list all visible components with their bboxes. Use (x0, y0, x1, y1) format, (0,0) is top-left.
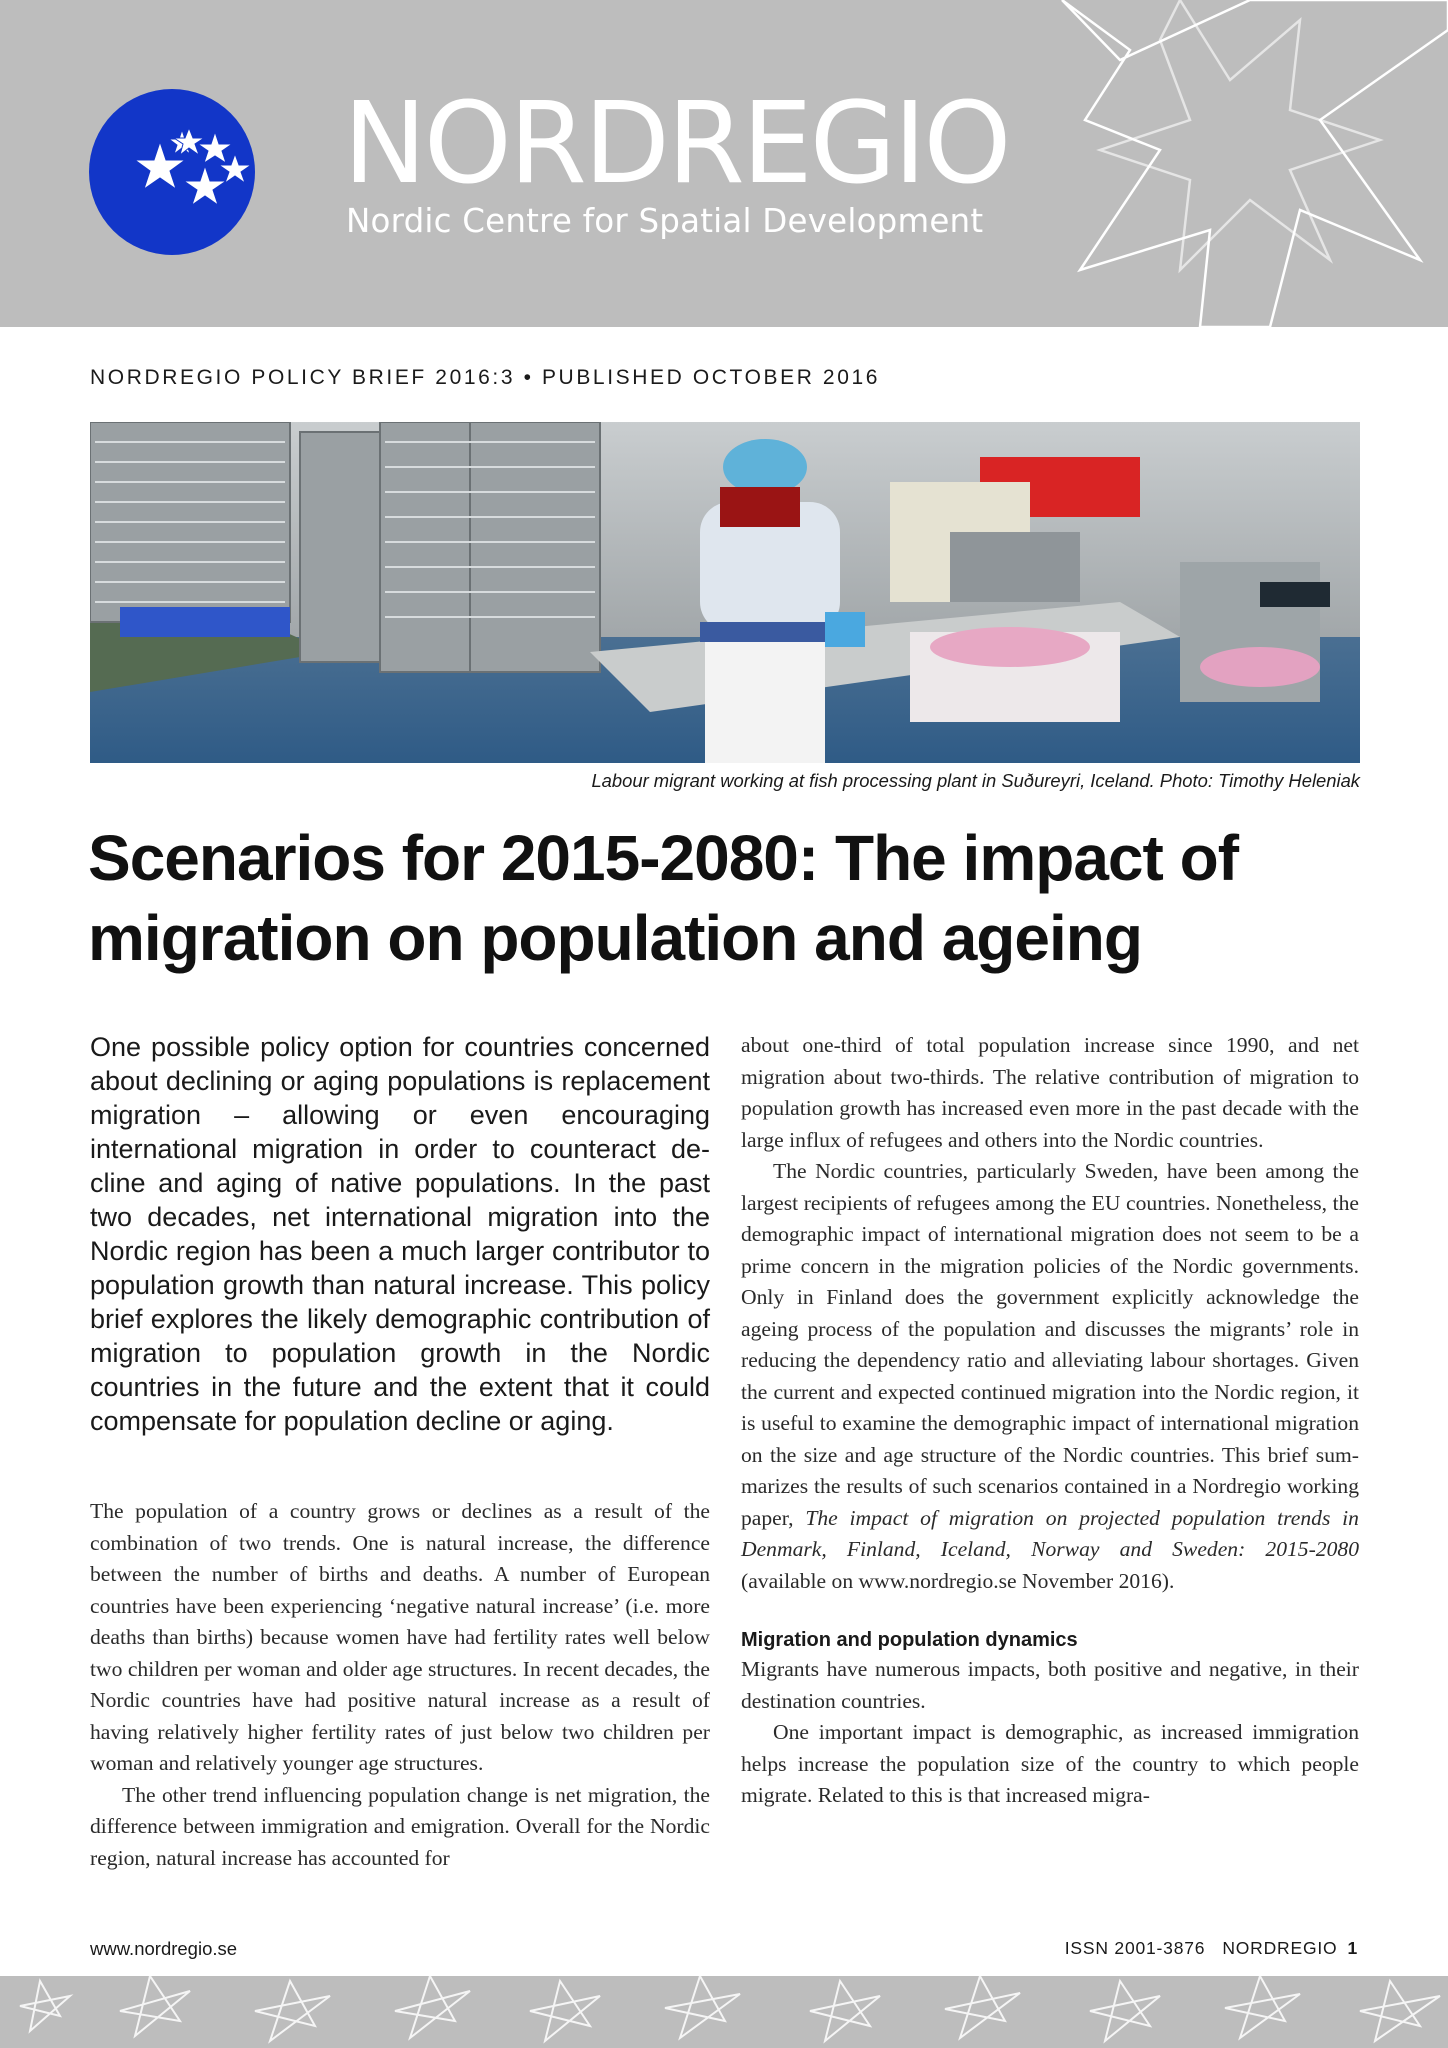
body-paragraph-3: about one-third of total population increase since 1990, and net migration about two-thirds. The relative contribution of migration to population growth has increased even more in the past decade with the large influx of refugees and others into the Nordic countries. (741, 1033, 1359, 1152)
body-paragraph-5: Migrants have numerous impacts, both positive and negative, in their destination countries. (741, 1657, 1359, 1713)
series-line: NORDREGIO POLICY BRIEF 2016:3 • PUBLISHED OCTOBER 2016 (90, 366, 881, 389)
title-line-1: Scenarios for 2015-2080: The impact of (88, 822, 1238, 894)
right-column (741, 1030, 1359, 1812)
section-heading: Migration and population dynamics (741, 1629, 1078, 1651)
left-column (90, 1030, 710, 1874)
body-paragraph-4 (741, 1156, 1359, 1597)
body-paragraph-1: The population of a country grows or declines as a result of the combination of two trends. One is natural increase, the difference between the number of births and deaths. A number of European countries have been experiencing ‘negative natural increase’ (i.e. more deaths than births) because women have had fertility rates well below two children per woman and older age structures. In recent decades, the Nordic countries have had positive natural increase as a result of having relatively higher fertility rates of just below two children per woman and relatively younger age structures. (90, 1499, 710, 1775)
logo-tagline: Nordic Centre for Spatial Development (346, 202, 984, 240)
p4-text-end: (available on www.nordregio.se November 2016). (741, 1568, 1175, 1593)
cover-photo (90, 422, 1360, 763)
lead-paragraph: One possible policy option for countries concerned about declining or aging populations is replacement migration – allowing or even encouraging international migration in order to counteract decline and aging of native populations. In the past two decades, net international migration into the Nordic region has been a much larger contributor to population growth than natural increase. This policy brief explores the likely demographic contribution of migration to population growth in the Nordic countries in the future and the extent that it could compensate for population decline or aging. (90, 1032, 710, 1436)
working-paper-title: The impact of migration on projected population trends in Denmark, Finland, Iceland, Norway and Sweden: 2015-2080 (741, 1505, 1359, 1561)
body-paragraph-6: One important impact is demographic, as increased immigration helps increase the population size of the country to which people migrate. Related to this is that increased migra- (741, 1720, 1359, 1807)
footer-url: www.nordregio.se (90, 1938, 238, 1959)
footer-meta (1065, 1938, 1358, 1959)
photo-caption: Labour migrant working at fish processing plant in Suðureyri, Iceland. Photo: Timothy Heleniak (591, 770, 1360, 791)
footer-brand: NORDREGIO (1222, 1938, 1338, 1958)
fish-processing-plant-image (90, 422, 1360, 763)
masthead (0, 0, 1448, 327)
page-title (88, 818, 1368, 978)
decorative-star-pattern (0, 1976, 1448, 2048)
page-number: 1 (1347, 1938, 1358, 1958)
body-paragraph-2: The other trend influencing population change is net migration, the difference between immigration and emigration. Overall for the Nordic region, natural increase has accounted for (90, 1782, 710, 1870)
issn: ISSN 2001-3876 (1064, 1938, 1206, 1958)
nordregio-logo-icon (85, 70, 265, 255)
logo-wordmark: NORDREGIO (343, 79, 1009, 209)
p4-text-start: The Nordic countries, particularly Sweden, have been among the largest recipients of refugees among the EU countries. Nonetheless, the demographic impact of international migration does not seem to be a prime concern in the migration policies of the Nordic governments. Only in Finland does the government explicitly acknowledge the ageing process of the population and discusses the migrants’ role in reducing the dependency ratio and alleviating labour shortages. Given the current and expected continued migration into the Nordic region, it is useful to examine the demographic impact of international migration on the size and age structure of the Nordic countries. This brief summarizes the results of such scenarios contained in a Nordregio working paper, (741, 1159, 1359, 1530)
footer-band (0, 1976, 1448, 2048)
title-line-2: migration on population and ageing (88, 902, 1142, 974)
